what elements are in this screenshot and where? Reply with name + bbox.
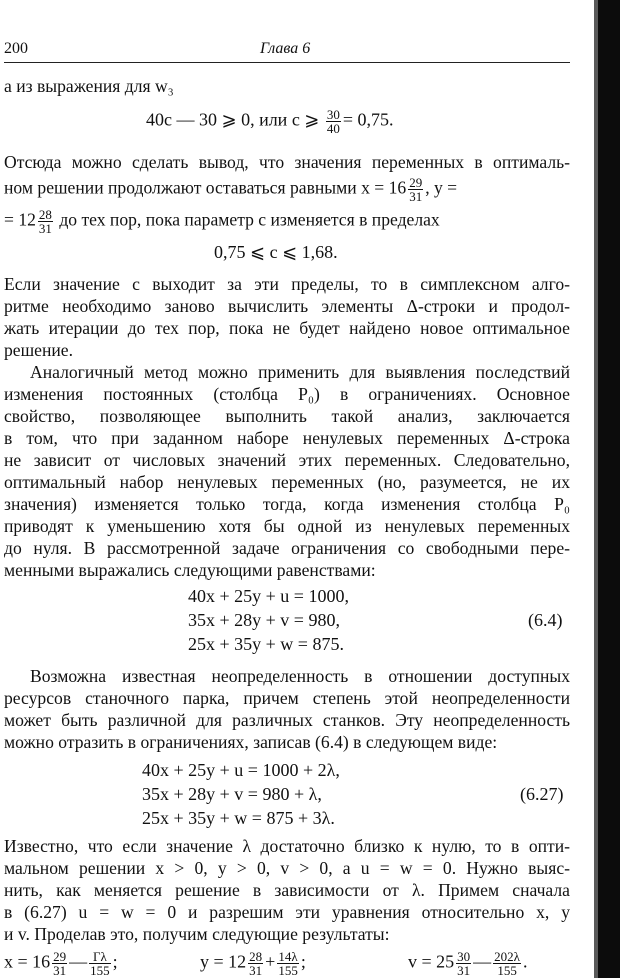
equation-row: 25x + 35y + w = 875. (188, 634, 344, 654)
range-equation: 0,75 ⩽ c ⩽ 1,68. (214, 242, 338, 262)
text-line: значения) изменяется только тогда, когда изменения столбца P₀ (4, 494, 570, 514)
page-number: 200 (4, 40, 28, 57)
equation-number: (6.27) (520, 784, 564, 804)
chapter-title: Глава 6 (260, 40, 311, 57)
fraction: $\frac{30}{40}$ (326, 107, 340, 136)
result-x: x = 16 $\frac{29}{31}$ — $\frac{\Gamma\lambda}{155}$ ; (4, 949, 118, 978)
text-line: может быть различной для различных станков. Эту неопределенность (4, 710, 570, 730)
text-line: Возможна известная неопределенность в отношении доступных (30, 666, 570, 686)
text-line: Аналогичный метод можно применить для выявления последствий (30, 362, 570, 382)
text-line: ритме необходимо заново вычислить элементы Δ-строки и продол- (4, 296, 570, 316)
text-line: а из выражения для w₃ (4, 76, 174, 96)
equation-row: 35x + 28y + v = 980, (188, 610, 340, 630)
text-line: нить, как меняется решение в зависимости от λ. Примем сначала (4, 880, 570, 900)
text-line: приводят к уменьшению хотя бы одной из ненулевых переменных (4, 516, 570, 536)
text-line: = 12 $\frac{28}{31}$ до тех пор, пока параметр c изменяется в пределах (4, 207, 440, 236)
text-line: мальном решении x > 0, y > 0, v > 0, а u = w = 0. Нужно выяс- (4, 858, 570, 878)
equation-row: 35x + 28y + v = 980 + λ, (142, 784, 322, 804)
text-line: оптимальный набор ненулевых переменных (но, разумеется, не их (4, 472, 570, 492)
fraction: $\frac{29}{31}$ (409, 175, 423, 204)
fraction: $\frac{28}{31}$ (38, 207, 52, 236)
text-line: менными выражались следующими равенствами: (4, 560, 376, 580)
text-line: жать итерации до тех пор, пока не будет найдено новое оптимальное (4, 318, 570, 338)
text-line: решение. (4, 340, 74, 360)
text-line: ном решении продолжают оставаться равными x = 16 $\frac{29}{31}$ , y = (4, 175, 458, 204)
text-line: и v. Проделав это, получим следующие результаты: (4, 924, 390, 944)
equation-row: 40x + 25y + u = 1000, (188, 586, 349, 606)
book-spine-edge (598, 0, 620, 978)
inequality-equation (146, 108, 394, 135)
result-y: y = 12 $\frac{28}{31}$ + $\frac{14\lambda}{155}$ ; (200, 949, 306, 978)
text-line: до нуля. В рассмотренной задаче ограничения со свободными пере- (4, 538, 570, 558)
text-line: изменения постоянных (столбца P₀) в ограничениях. Основное (4, 384, 570, 404)
text-line: можно отразить в ограничениях, записав (6.4) в следующем виде: (4, 732, 498, 752)
text-line: не зависит от числовых значений этих переменных. Следовательно, (4, 450, 570, 470)
text-line: Отсюда можно сделать вывод, что значения переменных в оптималь- (4, 152, 570, 172)
equation-text: = 0,75. (342, 109, 394, 130)
running-header (4, 40, 570, 62)
equation-row: 25x + 35y + w = 875 + 3λ. (142, 808, 335, 828)
equation-number: (6.4) (528, 610, 563, 630)
text-line: свойство, позволяющее выполнить такой анализ, заключается (4, 406, 570, 426)
text-line: Если значение c выходит за эти пределы, то в симплексном алго- (4, 274, 570, 294)
text-line: ресурсов станочного парка, причем степень этой неопределенности (4, 688, 570, 708)
text-line: Известно, что если значение λ достаточно близко к нулю, то в опти- (4, 836, 570, 856)
equation-row: 40x + 25y + u = 1000 + 2λ, (142, 760, 340, 780)
equation-text: 40c — 30 ⩾ 0, или c ⩾ (146, 109, 324, 130)
result-v: v = 25 $\frac{30}{31}$ — $\frac{202\lambda}{155}$ . (408, 949, 528, 978)
text-line: в том, что при заданном наборе ненулевых переменных Δ-строка (4, 428, 570, 448)
header-rule (4, 62, 570, 63)
text-line: в (6.27) u = w = 0 и разрешим эти уравнения относительно x, y (4, 902, 570, 922)
